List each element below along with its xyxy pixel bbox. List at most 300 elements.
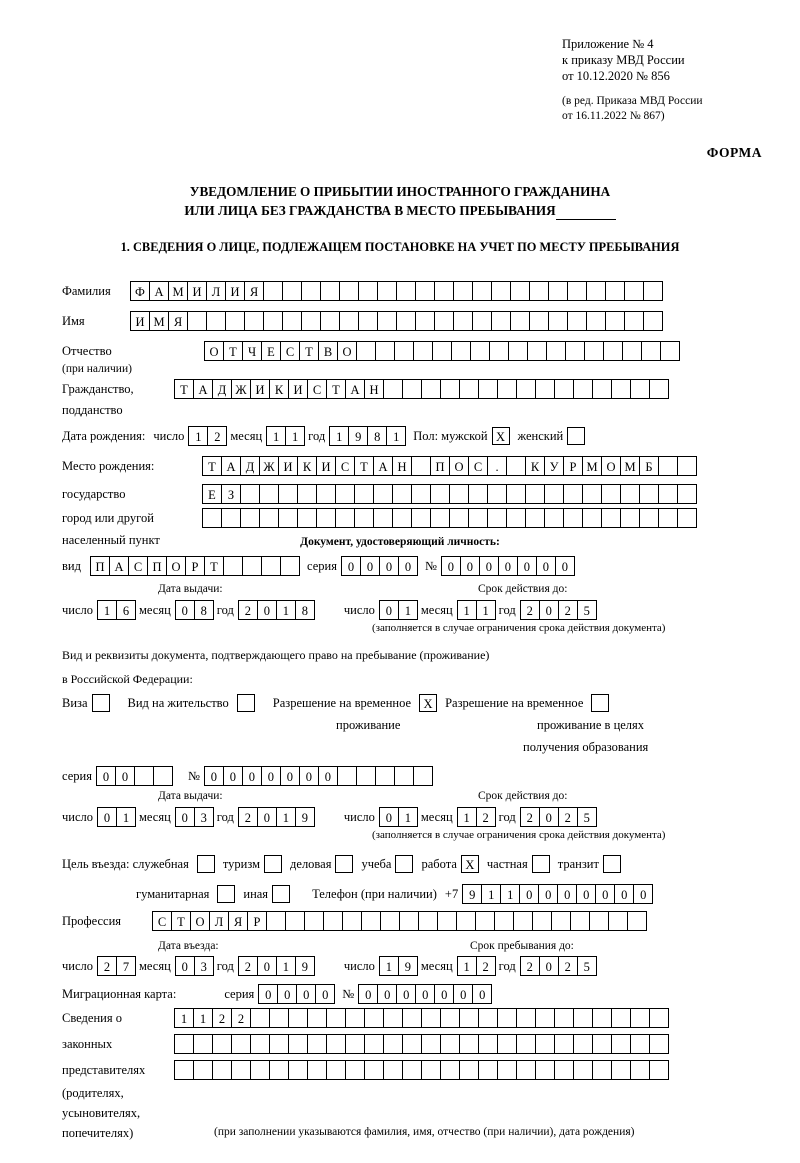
char-cell[interactable]: О	[337, 341, 357, 361]
char-cell[interactable]: И	[288, 379, 308, 399]
char-cell[interactable]	[193, 1060, 213, 1080]
char-cell[interactable]	[472, 311, 492, 331]
char-cell[interactable]	[620, 484, 640, 504]
char-cell[interactable]: 0	[379, 807, 399, 827]
char-cell[interactable]: 8	[367, 426, 387, 446]
char-cell[interactable]	[221, 508, 241, 528]
checkbox-other[interactable]	[272, 885, 290, 903]
char-cell[interactable]	[202, 508, 222, 528]
char-cell[interactable]: 0	[175, 600, 195, 620]
char-cell[interactable]: 1	[398, 600, 418, 620]
char-cell[interactable]	[307, 1008, 327, 1028]
char-cell[interactable]	[548, 311, 568, 331]
char-cell[interactable]	[584, 341, 604, 361]
char-cell[interactable]: Т	[223, 341, 243, 361]
char-cell[interactable]	[437, 911, 457, 931]
char-cell[interactable]: 0	[517, 556, 537, 576]
perm-issue-month-boxes[interactable]	[175, 807, 213, 827]
char-cell[interactable]	[212, 1034, 232, 1054]
name-boxes[interactable]	[130, 311, 662, 331]
char-cell[interactable]	[399, 911, 419, 931]
char-cell[interactable]	[535, 1060, 555, 1080]
char-cell[interactable]	[459, 1060, 479, 1080]
char-cell[interactable]	[339, 311, 359, 331]
char-cell[interactable]	[529, 281, 549, 301]
char-cell[interactable]	[554, 379, 574, 399]
char-cell[interactable]: Е	[202, 484, 222, 504]
char-cell[interactable]	[320, 311, 340, 331]
char-cell[interactable]	[554, 1008, 574, 1028]
char-cell[interactable]	[548, 281, 568, 301]
char-cell[interactable]	[383, 1060, 403, 1080]
doc-series-boxes[interactable]	[341, 556, 417, 576]
checkbox-work[interactable]: X	[461, 855, 479, 873]
char-cell[interactable]	[478, 1034, 498, 1054]
char-cell[interactable]	[193, 1034, 213, 1054]
char-cell[interactable]: О	[190, 911, 210, 931]
char-cell[interactable]	[383, 1008, 403, 1028]
char-cell[interactable]: И	[130, 311, 150, 331]
char-cell[interactable]	[525, 508, 545, 528]
char-cell[interactable]: 9	[295, 956, 315, 976]
char-cell[interactable]	[639, 484, 659, 504]
char-cell[interactable]	[421, 379, 441, 399]
char-cell[interactable]	[649, 1060, 669, 1080]
char-cell[interactable]	[206, 311, 226, 331]
char-cell[interactable]: Е	[261, 341, 281, 361]
char-cell[interactable]: Т	[326, 379, 346, 399]
char-cell[interactable]	[339, 281, 359, 301]
char-cell[interactable]: Ж	[259, 456, 279, 476]
char-cell[interactable]: И	[278, 456, 298, 476]
checkbox-humanitarian[interactable]	[217, 885, 235, 903]
char-cell[interactable]	[316, 484, 336, 504]
char-cell[interactable]	[451, 341, 471, 361]
char-cell[interactable]: О	[601, 456, 621, 476]
char-cell[interactable]	[660, 341, 680, 361]
char-cell[interactable]: О	[204, 341, 224, 361]
char-cell[interactable]: 2	[520, 600, 540, 620]
char-cell[interactable]	[415, 281, 435, 301]
char-cell[interactable]: 2	[97, 956, 117, 976]
char-cell[interactable]	[345, 1060, 365, 1080]
char-cell[interactable]	[535, 379, 555, 399]
char-cell[interactable]	[554, 1034, 574, 1054]
char-cell[interactable]	[413, 766, 433, 786]
char-cell[interactable]	[605, 311, 625, 331]
char-cell[interactable]	[592, 1008, 612, 1028]
perm-issue-year-boxes[interactable]	[238, 807, 314, 827]
char-cell[interactable]	[335, 484, 355, 504]
char-cell[interactable]	[603, 341, 623, 361]
char-cell[interactable]	[516, 379, 536, 399]
char-cell[interactable]: 0	[538, 884, 558, 904]
char-cell[interactable]	[563, 508, 583, 528]
checkbox-visa[interactable]	[92, 694, 110, 712]
char-cell[interactable]	[285, 911, 305, 931]
char-cell[interactable]: 1	[97, 600, 117, 620]
char-cell[interactable]: М	[168, 281, 188, 301]
char-cell[interactable]: М	[582, 456, 602, 476]
char-cell[interactable]	[430, 508, 450, 528]
char-cell[interactable]	[335, 508, 355, 528]
char-cell[interactable]: 0	[460, 556, 480, 576]
char-cell[interactable]: 1	[476, 600, 496, 620]
doc-valid-year-boxes[interactable]	[520, 600, 596, 620]
char-cell[interactable]	[649, 1034, 669, 1054]
char-cell[interactable]	[421, 1008, 441, 1028]
char-cell[interactable]	[304, 911, 324, 931]
char-cell[interactable]	[356, 766, 376, 786]
char-cell[interactable]	[373, 508, 393, 528]
char-cell[interactable]	[620, 508, 640, 528]
char-cell[interactable]	[592, 1034, 612, 1054]
char-cell[interactable]	[658, 508, 678, 528]
char-cell[interactable]: 9	[295, 807, 315, 827]
char-cell[interactable]: 2	[238, 807, 258, 827]
char-cell[interactable]: 0	[242, 766, 262, 786]
char-cell[interactable]: 0	[539, 956, 559, 976]
char-cell[interactable]: 1	[398, 807, 418, 827]
char-cell[interactable]	[535, 1034, 555, 1054]
char-cell[interactable]	[677, 508, 697, 528]
char-cell[interactable]: 0	[441, 556, 461, 576]
char-cell[interactable]	[567, 281, 587, 301]
char-cell[interactable]	[608, 911, 628, 931]
char-cell[interactable]: 1	[329, 426, 349, 446]
char-cell[interactable]: С	[280, 341, 300, 361]
char-cell[interactable]: З	[221, 484, 241, 504]
char-cell[interactable]: 2	[207, 426, 227, 446]
checkbox-tourism[interactable]	[264, 855, 282, 873]
char-cell[interactable]	[624, 281, 644, 301]
char-cell[interactable]: Д	[212, 379, 232, 399]
char-cell[interactable]: 1	[276, 600, 296, 620]
doc-issue-month-boxes[interactable]	[175, 600, 213, 620]
char-cell[interactable]: 0	[204, 766, 224, 786]
char-cell[interactable]	[364, 1008, 384, 1028]
char-cell[interactable]: А	[149, 281, 169, 301]
char-cell[interactable]: 2	[476, 807, 496, 827]
char-cell[interactable]: 0	[257, 600, 277, 620]
char-cell[interactable]: К	[297, 456, 317, 476]
char-cell[interactable]	[411, 456, 431, 476]
char-cell[interactable]	[506, 484, 526, 504]
char-cell[interactable]	[525, 484, 545, 504]
char-cell[interactable]	[516, 1034, 536, 1054]
char-cell[interactable]	[377, 281, 397, 301]
char-cell[interactable]: У	[544, 456, 564, 476]
char-cell[interactable]	[358, 281, 378, 301]
char-cell[interactable]: 0	[479, 556, 499, 576]
char-cell[interactable]	[345, 1034, 365, 1054]
char-cell[interactable]: 1	[457, 956, 477, 976]
char-cell[interactable]: 5	[577, 956, 597, 976]
char-cell[interactable]	[459, 379, 479, 399]
char-cell[interactable]: 5	[577, 600, 597, 620]
char-cell[interactable]: 0	[315, 984, 335, 1004]
char-cell[interactable]: Н	[392, 456, 412, 476]
legal-row-3-boxes[interactable]	[174, 1060, 668, 1080]
char-cell[interactable]: Д	[240, 456, 260, 476]
char-cell[interactable]	[529, 311, 549, 331]
char-cell[interactable]: 8	[295, 600, 315, 620]
char-cell[interactable]	[430, 484, 450, 504]
char-cell[interactable]	[354, 508, 374, 528]
char-cell[interactable]: 1	[174, 1008, 194, 1028]
char-cell[interactable]	[605, 281, 625, 301]
char-cell[interactable]	[468, 484, 488, 504]
char-cell[interactable]	[240, 484, 260, 504]
char-cell[interactable]: А	[373, 456, 393, 476]
char-cell[interactable]: 0	[299, 766, 319, 786]
doc-valid-day-boxes[interactable]	[379, 600, 417, 620]
stay-year-boxes[interactable]	[520, 956, 596, 976]
char-cell[interactable]: 0	[277, 984, 297, 1004]
char-cell[interactable]	[402, 1060, 422, 1080]
char-cell[interactable]	[263, 311, 283, 331]
char-cell[interactable]: 0	[96, 766, 116, 786]
checkbox-business[interactable]	[335, 855, 353, 873]
char-cell[interactable]	[421, 1034, 441, 1054]
char-cell[interactable]	[259, 484, 279, 504]
birth-city-boxes[interactable]	[202, 484, 696, 504]
char-cell[interactable]: И	[250, 379, 270, 399]
char-cell[interactable]: 1	[116, 807, 136, 827]
char-cell[interactable]	[356, 341, 376, 361]
char-cell[interactable]	[475, 911, 495, 931]
char-cell[interactable]: К	[269, 379, 289, 399]
char-cell[interactable]: 0	[536, 556, 556, 576]
char-cell[interactable]: 2	[558, 807, 578, 827]
checkbox-private[interactable]	[532, 855, 550, 873]
char-cell[interactable]	[278, 484, 298, 504]
char-cell[interactable]	[383, 379, 403, 399]
char-cell[interactable]	[434, 311, 454, 331]
char-cell[interactable]	[624, 311, 644, 331]
char-cell[interactable]: С	[307, 379, 327, 399]
char-cell[interactable]	[453, 281, 473, 301]
char-cell[interactable]: 2	[238, 956, 258, 976]
char-cell[interactable]	[269, 1034, 289, 1054]
char-cell[interactable]: 1	[193, 1008, 213, 1028]
char-cell[interactable]	[459, 1008, 479, 1028]
char-cell[interactable]: О	[449, 456, 469, 476]
char-cell[interactable]: 1	[457, 807, 477, 827]
profession-boxes[interactable]	[152, 911, 646, 931]
char-cell[interactable]	[266, 911, 286, 931]
char-cell[interactable]	[487, 508, 507, 528]
char-cell[interactable]: М	[149, 311, 169, 331]
legal-row-2-boxes[interactable]	[174, 1034, 668, 1054]
char-cell[interactable]: С	[128, 556, 148, 576]
char-cell[interactable]	[259, 508, 279, 528]
char-cell[interactable]	[622, 341, 642, 361]
char-cell[interactable]: Т	[204, 556, 224, 576]
char-cell[interactable]: 1	[285, 426, 305, 446]
char-cell[interactable]: 1	[481, 884, 501, 904]
char-cell[interactable]	[174, 1060, 194, 1080]
char-cell[interactable]: П	[430, 456, 450, 476]
char-cell[interactable]: Н	[364, 379, 384, 399]
char-cell[interactable]: Т	[202, 456, 222, 476]
stay-day-boxes[interactable]	[379, 956, 417, 976]
char-cell[interactable]: Р	[563, 456, 583, 476]
char-cell[interactable]	[494, 911, 514, 931]
char-cell[interactable]	[649, 379, 669, 399]
char-cell[interactable]	[470, 341, 490, 361]
char-cell[interactable]	[510, 311, 530, 331]
perm-valid-month-boxes[interactable]	[457, 807, 495, 827]
entry-day-boxes[interactable]	[97, 956, 135, 976]
char-cell[interactable]	[375, 766, 395, 786]
char-cell[interactable]	[307, 1034, 327, 1054]
char-cell[interactable]	[413, 341, 433, 361]
char-cell[interactable]: 0	[555, 556, 575, 576]
char-cell[interactable]	[639, 508, 659, 528]
char-cell[interactable]: 0	[576, 884, 596, 904]
char-cell[interactable]	[589, 911, 609, 931]
birth-day-boxes[interactable]	[188, 426, 226, 446]
char-cell[interactable]: 0	[539, 807, 559, 827]
char-cell[interactable]	[373, 484, 393, 504]
char-cell[interactable]	[627, 911, 647, 931]
char-cell[interactable]: 0	[396, 984, 416, 1004]
char-cell[interactable]	[361, 911, 381, 931]
char-cell[interactable]	[544, 484, 564, 504]
char-cell[interactable]	[601, 508, 621, 528]
char-cell[interactable]	[263, 281, 283, 301]
char-cell[interactable]	[513, 911, 533, 931]
char-cell[interactable]: Я	[228, 911, 248, 931]
char-cell[interactable]: 0	[97, 807, 117, 827]
birth-year-boxes[interactable]	[329, 426, 405, 446]
char-cell[interactable]	[440, 1034, 460, 1054]
char-cell[interactable]: 0	[557, 884, 577, 904]
doc-issue-year-boxes[interactable]	[238, 600, 314, 620]
char-cell[interactable]: 0	[358, 984, 378, 1004]
char-cell[interactable]	[551, 911, 571, 931]
char-cell[interactable]	[402, 379, 422, 399]
char-cell[interactable]: 5	[577, 807, 597, 827]
char-cell[interactable]	[396, 311, 416, 331]
char-cell[interactable]: 2	[212, 1008, 232, 1028]
char-cell[interactable]: С	[335, 456, 355, 476]
char-cell[interactable]	[506, 456, 526, 476]
char-cell[interactable]: 1	[266, 426, 286, 446]
char-cell[interactable]	[535, 1008, 555, 1028]
char-cell[interactable]: 1	[386, 426, 406, 446]
char-cell[interactable]	[288, 1060, 308, 1080]
char-cell[interactable]	[440, 1060, 460, 1080]
char-cell[interactable]: 0	[257, 956, 277, 976]
char-cell[interactable]	[532, 911, 552, 931]
char-cell[interactable]	[375, 341, 395, 361]
char-cell[interactable]: В	[318, 341, 338, 361]
char-cell[interactable]: 0	[360, 556, 380, 576]
doc-number-boxes[interactable]	[441, 556, 574, 576]
char-cell[interactable]: 8	[194, 600, 214, 620]
char-cell[interactable]	[497, 379, 517, 399]
char-cell[interactable]	[326, 1060, 346, 1080]
char-cell[interactable]	[497, 1008, 517, 1028]
char-cell[interactable]	[269, 1060, 289, 1080]
char-cell[interactable]: Т	[354, 456, 374, 476]
char-cell[interactable]: Т	[174, 379, 194, 399]
checkbox-study[interactable]	[395, 855, 413, 873]
phone-boxes[interactable]	[462, 884, 652, 904]
char-cell[interactable]	[282, 311, 302, 331]
char-cell[interactable]: 0	[223, 766, 243, 786]
char-cell[interactable]	[491, 311, 511, 331]
char-cell[interactable]: 0	[379, 600, 399, 620]
char-cell[interactable]	[630, 1060, 650, 1080]
stay-month-boxes[interactable]	[457, 956, 495, 976]
char-cell[interactable]	[641, 341, 661, 361]
char-cell[interactable]: 2	[558, 600, 578, 620]
entry-month-boxes[interactable]	[175, 956, 213, 976]
char-cell[interactable]	[337, 766, 357, 786]
checkbox-residence[interactable]	[237, 694, 255, 712]
perm-valid-year-boxes[interactable]	[520, 807, 596, 827]
char-cell[interactable]	[250, 1008, 270, 1028]
char-cell[interactable]: Л	[206, 281, 226, 301]
checkbox-male[interactable]: X	[492, 427, 510, 445]
char-cell[interactable]: 0	[379, 556, 399, 576]
char-cell[interactable]	[244, 311, 264, 331]
char-cell[interactable]	[402, 1008, 422, 1028]
char-cell[interactable]: О	[166, 556, 186, 576]
char-cell[interactable]: 0	[261, 766, 281, 786]
char-cell[interactable]	[630, 379, 650, 399]
char-cell[interactable]	[231, 1034, 251, 1054]
checkbox-purpose-service[interactable]	[197, 855, 215, 873]
char-cell[interactable]	[506, 508, 526, 528]
patronymic-boxes[interactable]	[204, 341, 679, 361]
char-cell[interactable]	[489, 341, 509, 361]
char-cell[interactable]	[563, 484, 583, 504]
char-cell[interactable]: 0	[115, 766, 135, 786]
char-cell[interactable]: С	[468, 456, 488, 476]
char-cell[interactable]	[658, 456, 678, 476]
char-cell[interactable]: 3	[194, 807, 214, 827]
char-cell[interactable]: 0	[519, 884, 539, 904]
char-cell[interactable]: 0	[633, 884, 653, 904]
char-cell[interactable]	[497, 1034, 517, 1054]
checkbox-transit[interactable]	[603, 855, 621, 873]
char-cell[interactable]	[453, 311, 473, 331]
char-cell[interactable]	[592, 379, 612, 399]
char-cell[interactable]	[297, 484, 317, 504]
char-cell[interactable]: Ф	[130, 281, 150, 301]
char-cell[interactable]	[491, 281, 511, 301]
char-cell[interactable]: 9	[348, 426, 368, 446]
char-cell[interactable]	[250, 1034, 270, 1054]
char-cell[interactable]: 6	[116, 600, 136, 620]
char-cell[interactable]: П	[147, 556, 167, 576]
char-cell[interactable]	[396, 281, 416, 301]
char-cell[interactable]	[392, 508, 412, 528]
char-cell[interactable]: М	[620, 456, 640, 476]
char-cell[interactable]: 0	[257, 807, 277, 827]
char-cell[interactable]: А	[193, 379, 213, 399]
char-cell[interactable]	[487, 484, 507, 504]
char-cell[interactable]: 1	[379, 956, 399, 976]
char-cell[interactable]	[187, 311, 207, 331]
char-cell[interactable]	[573, 379, 593, 399]
char-cell[interactable]: 0	[318, 766, 338, 786]
char-cell[interactable]	[544, 508, 564, 528]
